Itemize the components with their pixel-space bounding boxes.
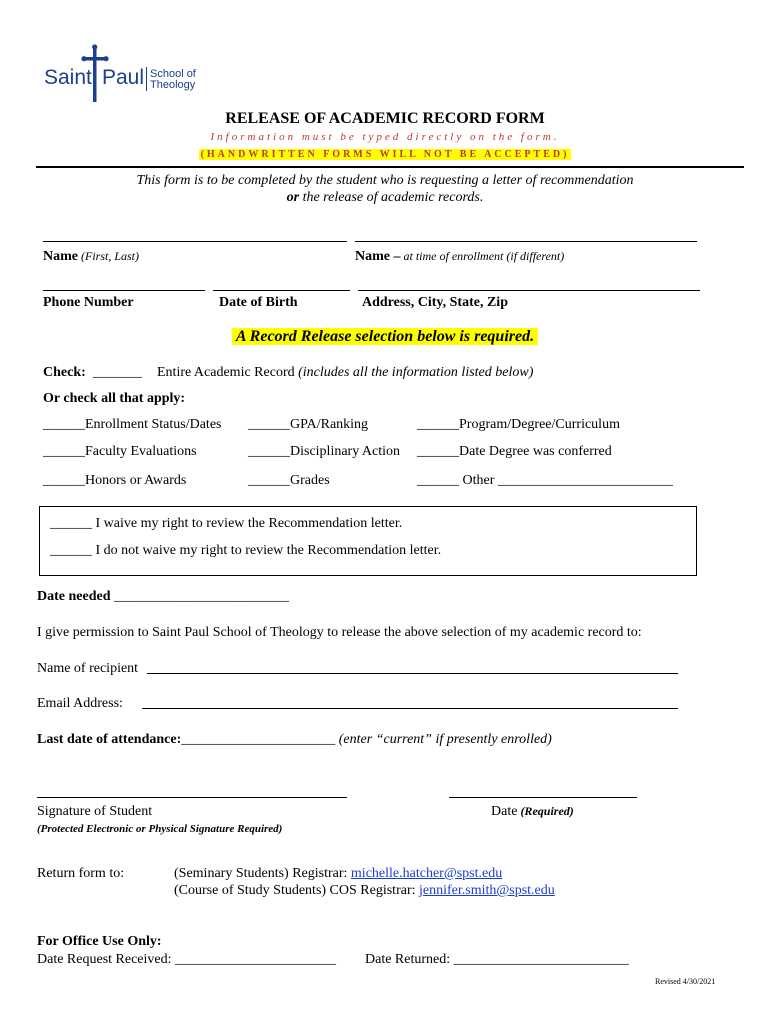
email-label: Email Address: bbox=[37, 696, 123, 711]
seminary-registrar bbox=[174, 866, 502, 882]
logo-paul: Paul bbox=[102, 66, 145, 89]
phone-label: Phone Number bbox=[43, 295, 134, 310]
intro-line2 bbox=[0, 190, 770, 206]
date-returned-field[interactable]: Date Returned: _________________________ bbox=[365, 952, 629, 967]
check-all-heading: Or check all that apply: bbox=[43, 391, 186, 406]
last-date-label: Last date of attendance: bbox=[37, 732, 182, 747]
entire-record-checkbox[interactable]: _______ bbox=[93, 365, 142, 380]
entire-record-hint: (includes all the information listed below) bbox=[294, 365, 534, 380]
email-field[interactable] bbox=[142, 708, 678, 709]
date-needed-row[interactable] bbox=[37, 589, 289, 605]
cos-email-link[interactable]: jennifer.smith@spst.edu bbox=[419, 883, 555, 898]
logo-saint: Saint bbox=[44, 66, 92, 89]
selection-required: A Record Release selection below is required. bbox=[232, 328, 538, 345]
name-field[interactable] bbox=[43, 241, 347, 242]
recipient-label: Name of recipient bbox=[37, 661, 139, 676]
date-needed-label: Date needed bbox=[37, 589, 111, 604]
intro-rest: the release of academic records. bbox=[299, 190, 484, 205]
cos-registrar bbox=[174, 883, 555, 899]
signature-label: Signature of Student bbox=[37, 804, 153, 819]
option-disciplinary-action[interactable]: ______Disciplinary Action bbox=[248, 444, 401, 459]
dob-field[interactable] bbox=[213, 290, 350, 291]
handwritten-notice-wrap bbox=[0, 146, 770, 162]
date-received-field[interactable]: Date Request Received: _______________________ bbox=[37, 952, 337, 967]
logo bbox=[44, 44, 194, 104]
entire-record-text: Entire Academic Record bbox=[157, 365, 295, 380]
option-honors-awards[interactable]: ______Honors or Awards bbox=[43, 473, 187, 488]
option-grades[interactable]: ______Grades bbox=[248, 473, 330, 488]
enrollment-name-field[interactable] bbox=[355, 241, 697, 242]
header-divider bbox=[36, 166, 744, 168]
option-gpa-ranking[interactable]: ______GPA/Ranking bbox=[248, 417, 369, 432]
handwritten-notice: (HANDWRITTEN FORMS WILL NOT BE ACCEPTED) bbox=[200, 149, 570, 160]
last-date-hint: (enter “current” if presently enrolled) bbox=[335, 732, 552, 747]
signature-date-required: (Required) bbox=[517, 804, 574, 818]
office-heading: For Office Use Only: bbox=[37, 934, 162, 949]
seminary-email-link[interactable]: michelle.hatcher@spst.edu bbox=[350, 866, 503, 881]
signature-field[interactable] bbox=[37, 797, 347, 798]
recipient-field[interactable] bbox=[147, 673, 678, 674]
option-other[interactable]: ______ Other _________________________ bbox=[417, 473, 673, 488]
last-date-field[interactable]: ______________________ bbox=[181, 732, 336, 747]
signature-protected-note: (Protected Electronic or Physical Signature Required) bbox=[37, 823, 283, 835]
intro-line1: This form is to be completed by the student who is requesting a letter of recommendation bbox=[136, 173, 634, 188]
signature-date-text: Date bbox=[491, 804, 518, 819]
not-waive-option[interactable]: ______ I do not waive my right to review the Recommendation letter. bbox=[50, 543, 442, 558]
cos-text: (Course of Study Students) COS Registrar: bbox=[174, 883, 419, 898]
option-date-degree[interactable]: ______Date Degree was conferred bbox=[417, 444, 612, 459]
signature-date-field[interactable] bbox=[449, 797, 637, 798]
page-title: RELEASE OF ACADEMIC RECORD FORM bbox=[225, 110, 545, 127]
enrollment-name-label-text: Name – bbox=[355, 249, 401, 264]
enrollment-name-hint: at time of enrollment (if different) bbox=[400, 249, 565, 263]
revised-date: Revised 4/30/2021 bbox=[655, 977, 716, 986]
last-date-row bbox=[37, 732, 552, 748]
logo-school-line1: School of bbox=[150, 68, 196, 80]
waive-option[interactable]: ______ I waive my right to review the Recommendation letter. bbox=[50, 516, 403, 531]
name-hint: (First, Last) bbox=[78, 249, 140, 263]
address-field[interactable] bbox=[358, 290, 700, 291]
phone-field[interactable] bbox=[43, 290, 205, 291]
selection-required-wrap bbox=[0, 328, 770, 346]
intro-or: or bbox=[286, 190, 300, 205]
enrollment-name-label bbox=[355, 249, 564, 265]
return-label: Return form to: bbox=[37, 866, 125, 881]
permission-text: I give permission to Saint Paul School of Theology to release the above selection of my academic record to: bbox=[37, 625, 642, 640]
check-label: Check: bbox=[43, 365, 86, 380]
option-faculty-evaluations[interactable]: ______Faculty Evaluations bbox=[43, 444, 197, 459]
name-label-text: Name bbox=[43, 249, 78, 264]
typed-notice: Information must be typed directly on the form. bbox=[210, 131, 560, 143]
logo-school-line2: Theology bbox=[150, 79, 196, 91]
logo-divider bbox=[146, 67, 147, 91]
option-enrollment-status[interactable]: ______Enrollment Status/Dates bbox=[43, 417, 222, 432]
date-needed-field[interactable]: _________________________ bbox=[110, 589, 289, 604]
option-program-degree[interactable]: ______Program/Degree/Curriculum bbox=[417, 417, 620, 432]
name-label bbox=[43, 249, 139, 265]
signature-date-label bbox=[491, 804, 574, 820]
entire-record-label bbox=[157, 365, 533, 381]
dob-label: Date of Birth bbox=[219, 295, 298, 310]
address-label: Address, City, State, Zip bbox=[362, 295, 508, 310]
seminary-text: (Seminary Students) Registrar: bbox=[174, 866, 351, 881]
